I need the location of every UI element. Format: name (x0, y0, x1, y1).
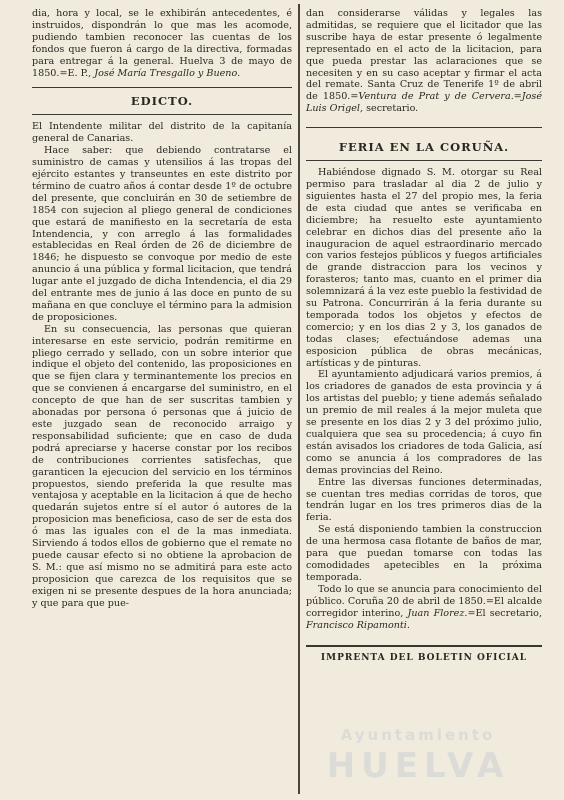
feria-paragraph: El ayuntamiento adjudicará varios premios, á los criadores de ganados de esta provincia y á los artistas del pueblo; y tiene además señalado un premio de mil reales á la mejor muleta que se presente en los dias 2 y 3 del próximo julio, cualquiera que sea su procedencia; á cuyo fin están avisados los criadores de toda Galicia, así como se anuncia á los compradores de las demas provincias del Reino. (306, 369, 542, 476)
edicto-heading: EDICTO. (130, 94, 194, 109)
right-column (306, 8, 542, 665)
intro-signature: José María Tresgallo y Bueno. (94, 67, 241, 79)
watermark-line-1: Ayuntamiento (340, 726, 496, 744)
watermark-line-2: HUELVA (326, 746, 510, 786)
feria-signature-mayor: Juan Florez. (407, 607, 468, 619)
feria-closing-text: Todo lo que se anuncia para conocimiento del público. Coruña 20 de abril de 1850.=El alcalde corregidor interino, (306, 583, 542, 619)
footer-rule (306, 645, 542, 647)
divider (306, 160, 542, 161)
divider (32, 114, 292, 115)
feria-paragraph: Se está disponiendo tambien la construccion de una hermosa casa flotante de baños de mar, para que puedan tomarse con todas las comodidades apetecibles en la próxima temporada. (306, 524, 542, 583)
divider (32, 87, 292, 88)
continuation-paragraph (306, 8, 542, 115)
continuation-role: secretario. (363, 103, 419, 115)
edicto-paragraph: Hace saber: que debiendo contratarse el suministro de camas y utensilios á las tropas del ejército estantes y transeuntes en este distrito por término de cuatro años á contar desde 1º de octubre del presente, que concluirán en 30 de setiembre de 1854 con sujecion al pliego general de condiciones que estará de manifiesto en la secretaría de esta Intendencia, y con arreglo á las formalidades establecidas en Real órden de 26 de diciembre de 1846; he dispuesto se convoque por medio de este anuncio á una pública y formal licitacion, que tendrá lugar ante el juzgado de dicha Intendencia, el dia 29 del entrante mes de junio á las doce en punto de su mañana en que concluye el término para la admision de proposiciones. (32, 145, 292, 323)
column-divider (298, 4, 300, 794)
archive-watermark (318, 726, 518, 786)
intro-text: dia, hora y local, se le exhibirán antecedentes, é instruidos, dispondrán lo que mas les acomode, pudiendo tambien reconocer las cuentas de los fondos que fueron á cargo de la directiva, formadas para entregar á la general. Huelva 3 de mayo de 1850.=E. P., (32, 8, 292, 79)
feria-heading: FERIA EN LA CORUÑA. (338, 140, 510, 155)
left-column (32, 8, 292, 610)
printer-footer: IMPRENTA DEL BOLETIN OFICIAL (320, 653, 528, 664)
continuation-text: dan considerarse válidas y legales las admitidas, se requiere que el licitador que las suscribe haya de estar presente ó legalmente representado en el acto de la licitacion, para que pueda prestar las aclaraciones que se necesiten y en su caso aceptar y firmar el acta del remate. Santa Cruz de Tenerife 1º de abril de 1850.= (306, 8, 542, 103)
continuation-signature: Ventura de Prat y de Cervera.=José Luis Origel, (306, 91, 543, 115)
feria-paragraph: Habiéndose dignado S. M. otorgar su Real permiso para trasladar al dia 2 de julio y siguientes hasta el 27 del propio mes, la feria de esta ciudad que antes se verificaba en diciembre; ha resuelto este ayuntamiento celebrar en dichos dias del presente año la inauguracion de aquel estraordinario mercado con varios festejos públicos y fuegos artificiales de grande distraccion para los vecinos y forasteros; tanto mas, cuanto en el primer dia solemnizará á la vez este pueblo la festividad de su Patrona. Concurrirán á la feria durante su temporada todos los objetos y efectos de comercio; y en los dias 2 y 3, los ganados de todas clases; efectuándose ademas una esposicion pública de obras mecánicas, artísticas y de pinturas. (306, 167, 542, 369)
feria-closing (306, 584, 542, 632)
feria-signature-secretary: Francisco Ripamonti. (306, 619, 410, 631)
intro-paragraph (32, 8, 292, 79)
feria-secretary-label: =El secretario, (467, 607, 542, 619)
feria-paragraph: Entre las diversas funciones determinadas, se cuentan tres medias corridas de toros, que tendrán lugar en los tres primeros dias de la feria. (306, 476, 542, 524)
divider (306, 127, 542, 128)
edicto-issuer: El Intendente militar del distrito de la capitanía general de Canarias. (32, 121, 292, 145)
edicto-paragraph: En su consecuencia, las personas que quieran interesarse en este servicio, podrán remitirme en pliego cerrado y sellado, con un sobre interior que indique el objeto del contenido, las proposiciones en que se fijen clara y terminantemente los precios en que se convienen á encargarse del suministro, en el concepto de que han de ser suscritas tambien y abonadas por persona ó personas que á juicio de este juzgado sean de reconocido arraigo y responsabilidad suficiente; que en caso de duda podrá apreciarse y hacerse constar por los recibos de contribuciones corrientes satisfechas, que garanticen la ejecucion del servicio en los términos propuestos, siendo preferida la que resulte mas ventajosa y aceptable en la licitacion á que de hecho quedarán sujetos entre sí el autor ó autores de la proposicion mas beneficiosa, caso de ser de esta dos ó mas las iguales con el de la mas inmediata. Sirviendo á todos ellos de gobierno que el remate no puede causar efecto si no obtiene la aprobacion de S. M.: que así mismo no se admitirá para este acto proposicion que carezca de los requisitos que se exigen ni se presente despues de la hora anunciada; y que para que pue- (32, 323, 292, 609)
